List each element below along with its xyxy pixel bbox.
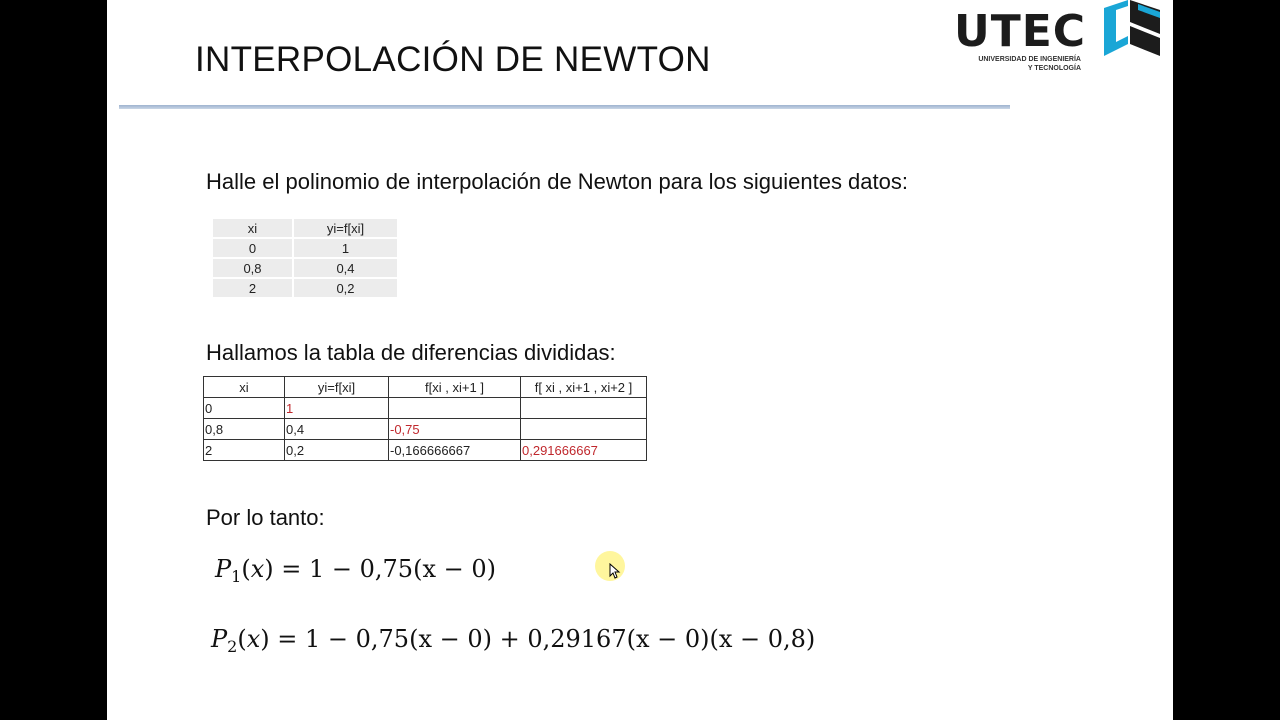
table-header-row xyxy=(204,377,647,398)
table-row xyxy=(204,440,647,461)
table-cell: -0,75 xyxy=(389,419,521,440)
logo-mark-icon xyxy=(1094,0,1160,60)
table-cell: 0,8 xyxy=(212,258,293,278)
header-cell: xi xyxy=(204,377,285,398)
prompt-text: Halle el polinomio de interpolación de Newton para los siguientes datos: xyxy=(206,169,908,194)
logo-subtitle-line2: Y TECNOLOGÍA xyxy=(1027,65,1081,72)
table-header-row xyxy=(212,218,398,238)
eq-p1-name: P xyxy=(215,555,232,583)
eq-p1-rhs: = 1 − 0,75(x − 0) xyxy=(281,555,496,583)
divided-differences-table xyxy=(203,376,647,461)
table-cell: 1 xyxy=(293,238,398,258)
table-cell: -0,166666667 xyxy=(389,440,521,461)
table-cell: 2 xyxy=(204,440,285,461)
table-cell: 0 xyxy=(204,398,285,419)
eq-p2-sub: 2 xyxy=(227,637,238,656)
slide-title: INTERPOLACIÓN DE NEWTON xyxy=(195,40,711,79)
header-cell: yi=f[xi] xyxy=(285,377,389,398)
eq-p2-rhs: = 1 − 0,75(x − 0) + 0,29167(x − 0)(x − 0,8) xyxy=(277,625,816,653)
table-row xyxy=(212,258,398,278)
eq-p1-sub: 1 xyxy=(231,567,242,586)
table-cell: 2 xyxy=(212,278,293,298)
utec-logo xyxy=(954,0,1164,80)
eq-p2-var: x xyxy=(246,625,261,653)
table-cell xyxy=(521,398,647,419)
data-table xyxy=(211,217,399,299)
header-cell: f[ xi , xi+1 , xi+2 ] xyxy=(521,377,647,398)
table-cell: 1 xyxy=(285,398,389,419)
logo-subtitle xyxy=(954,55,1081,73)
table-row xyxy=(204,398,647,419)
table-cell: 0,291666667 xyxy=(521,440,647,461)
table-cell: 0,4 xyxy=(285,419,389,440)
eq-p1-var: x xyxy=(250,555,265,583)
table-cell xyxy=(389,398,521,419)
table-cell: 0,8 xyxy=(204,419,285,440)
table-cell: 0,2 xyxy=(285,440,389,461)
table-row xyxy=(204,419,647,440)
equation-p2: $P_2(x) = 1 - 0,75(x - 0) + 0,29167(x - 0)(x - 0,8)$ xyxy=(211,625,816,656)
header-cell: f[xi , xi+1 ] xyxy=(389,377,521,398)
title-underline xyxy=(119,105,1010,109)
header-cell: yi=f[xi] xyxy=(293,218,398,238)
logo-wordmark: UTEC xyxy=(954,6,1087,57)
table-cell: 0,2 xyxy=(293,278,398,298)
table-cell: 0,4 xyxy=(293,258,398,278)
equation-p1: $P_1(x) = 1 - 0,75(x - 0)$ xyxy=(215,555,496,586)
table-cell xyxy=(521,419,647,440)
conclusion-text: Por lo tanto: xyxy=(206,505,325,530)
table-row xyxy=(212,278,398,298)
mouse-pointer-icon xyxy=(609,563,621,579)
table-cell: 0 xyxy=(212,238,293,258)
eq-p2-name: P xyxy=(211,625,228,653)
header-cell: xi xyxy=(212,218,293,238)
logo-subtitle-line1: UNIVERSIDAD DE INGENIERÍA xyxy=(978,56,1081,63)
table-row xyxy=(212,238,398,258)
dd-heading: Hallamos la tabla de diferencias divididas: xyxy=(206,340,616,365)
slide xyxy=(107,0,1173,720)
